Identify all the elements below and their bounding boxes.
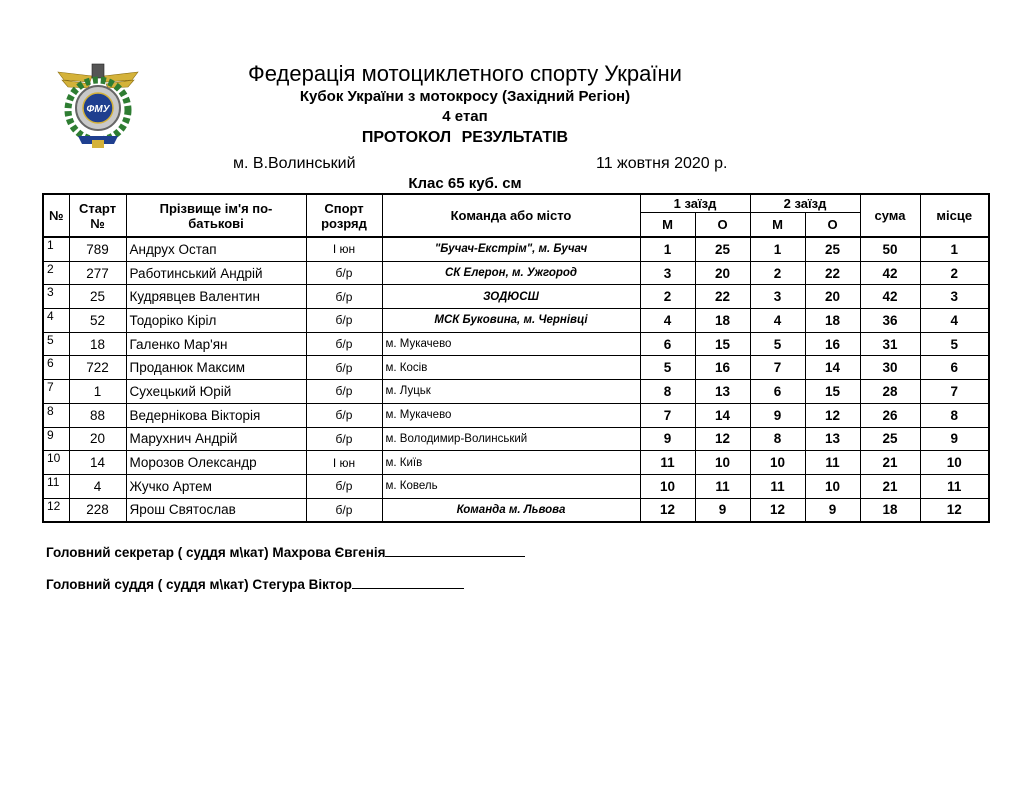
team-or-city: м. Мукачево [382,403,640,427]
final-place: 2 [920,261,989,285]
table-row [43,261,989,285]
rider-name: Кудрявцев Валентин [126,285,306,309]
sport-rank: б/р [306,427,382,451]
total-points: 42 [860,285,920,309]
final-place: 12 [920,498,989,522]
team-or-city: "Бучач-Екстрім", м. Бучач [382,237,640,261]
rider-name: Марухнич Андрій [126,427,306,451]
col-header-race2: 2 заїзд [750,194,860,213]
total-points: 36 [860,309,920,333]
race2-position: 8 [750,427,805,451]
race1-points: 10 [695,451,750,475]
team-or-city: м. Володимир-Волинський [382,427,640,451]
team-or-city: м. Луцьк [382,380,640,404]
race1-position: 2 [640,285,695,309]
table-row [43,309,989,333]
total-points: 28 [860,380,920,404]
final-place: 9 [920,427,989,451]
start-number: 4 [69,474,126,498]
race2-points: 11 [805,451,860,475]
race1-points: 15 [695,332,750,356]
event-place: м. В.Волинський [233,155,356,172]
race1-points: 13 [695,380,750,404]
sport-rank: б/р [306,332,382,356]
rider-name: Жучко Артем [126,474,306,498]
table-row [43,356,989,380]
race1-position: 3 [640,261,695,285]
signature-line [352,575,464,589]
row-number: 5 [43,332,69,356]
total-points: 25 [860,427,920,451]
team-or-city: Команда м. Львова [382,498,640,522]
table-row [43,237,989,261]
team-or-city: МСК Буковина, м. Чернівці [382,309,640,333]
row-number: 12 [43,498,69,522]
total-points: 18 [860,498,920,522]
sport-rank: І юн [306,237,382,261]
start-number: 25 [69,285,126,309]
sport-rank: І юн [306,451,382,475]
race2-points: 16 [805,332,860,356]
row-number: 6 [43,356,69,380]
chief-judge-line [46,575,464,592]
sport-rank: б/р [306,474,382,498]
chief-secretary-line [46,543,525,560]
team-or-city: м. Косів [382,356,640,380]
table-row [43,285,989,309]
final-place: 7 [920,380,989,404]
final-place: 6 [920,356,989,380]
federation-logo [54,60,142,150]
race1-position: 1 [640,237,695,261]
results-table [42,193,990,523]
row-number: 10 [43,451,69,475]
sport-rank: б/р [306,498,382,522]
race2-points: 25 [805,237,860,261]
table-row [43,427,989,451]
race1-points: 18 [695,309,750,333]
final-place: 3 [920,285,989,309]
race1-position: 8 [640,380,695,404]
page-title: Федерація мотоциклетного спорту України [248,61,682,86]
results-body [43,237,989,522]
table-row [43,474,989,498]
rider-name: Работинський Андрій [126,261,306,285]
race2-position: 4 [750,309,805,333]
race2-points: 9 [805,498,860,522]
race2-position: 12 [750,498,805,522]
race2-position: 7 [750,356,805,380]
start-number: 1 [69,380,126,404]
start-number: 52 [69,309,126,333]
race2-position: 5 [750,332,805,356]
sport-rank: б/р [306,309,382,333]
team-or-city: ЗОДЮСШ [382,285,640,309]
race1-points: 11 [695,474,750,498]
start-number: 277 [69,261,126,285]
start-number: 228 [69,498,126,522]
team-or-city: м. Київ [382,451,640,475]
race1-position: 10 [640,474,695,498]
row-number: 1 [43,237,69,261]
final-place: 10 [920,451,989,475]
sport-rank: б/р [306,285,382,309]
race1-position: 6 [640,332,695,356]
race1-position: 9 [640,427,695,451]
race2-position: 1 [750,237,805,261]
col-header-race2-m: М [750,213,805,238]
row-number: 9 [43,427,69,451]
col-header-race1: 1 заїзд [640,194,750,213]
signature-line [385,543,525,557]
race2-points: 12 [805,403,860,427]
final-place: 11 [920,474,989,498]
col-header-race1-m: М [640,213,695,238]
table-row [43,380,989,404]
race2-points: 10 [805,474,860,498]
total-points: 21 [860,474,920,498]
class-label: Клас 65 куб. см [408,175,522,192]
col-header-place: місце [920,194,989,237]
race1-points: 12 [695,427,750,451]
race2-points: 14 [805,356,860,380]
logo-crown [92,64,104,78]
race1-points: 14 [695,403,750,427]
final-place: 4 [920,309,989,333]
rider-name: Ведернікова Вікторія [126,403,306,427]
col-header-race2-o: О [805,213,860,238]
col-header-team: Команда або місто [382,194,640,237]
total-points: 30 [860,356,920,380]
table-row [43,451,989,475]
rider-name: Морозов Олександр [126,451,306,475]
race2-points: 13 [805,427,860,451]
col-header-start: Старт № [69,194,126,237]
row-number: 3 [43,285,69,309]
total-points: 21 [860,451,920,475]
table-row [43,332,989,356]
chief-secretary-text: Головний секретар ( суддя м\кат) Махрова Євгенія [46,545,386,560]
total-points: 42 [860,261,920,285]
start-number: 18 [69,332,126,356]
start-number: 88 [69,403,126,427]
event-date: 11 жовтня 2020 р. [596,155,728,172]
race2-points: 18 [805,309,860,333]
race1-points: 9 [695,498,750,522]
total-points: 31 [860,332,920,356]
col-header-rank: Спорт розряд [306,194,382,237]
col-header-race1-o: О [695,213,750,238]
col-header-sum: сума [860,194,920,237]
race2-position: 11 [750,474,805,498]
rider-name: Андрух Остап [126,237,306,261]
rider-name: Галенко Мар'ян [126,332,306,356]
sport-rank: б/р [306,380,382,404]
sport-rank: б/р [306,356,382,380]
rider-name: Ярош Святослав [126,498,306,522]
total-points: 50 [860,237,920,261]
race2-points: 15 [805,380,860,404]
chief-judge-text: Головний суддя ( суддя м\кат) Стегура Віктор [46,577,352,592]
race1-position: 12 [640,498,695,522]
race1-points: 16 [695,356,750,380]
final-place: 1 [920,237,989,261]
final-place: 5 [920,332,989,356]
table-row [43,498,989,522]
col-header-name: Прізвище ім'я по- батькові [126,194,306,237]
row-number: 11 [43,474,69,498]
team-or-city: м. Мукачево [382,332,640,356]
sport-rank: б/р [306,403,382,427]
start-number: 722 [69,356,126,380]
sport-rank: б/р [306,261,382,285]
start-number: 14 [69,451,126,475]
race2-points: 20 [805,285,860,309]
col-header-num: № [43,194,69,237]
row-number: 8 [43,403,69,427]
row-number: 4 [43,309,69,333]
total-points: 26 [860,403,920,427]
row-number: 2 [43,261,69,285]
race2-position: 9 [750,403,805,427]
cup-subtitle: Кубок України з мотокросу (Західний Регіон) [299,88,631,105]
team-or-city: м. Ковель [382,474,640,498]
start-number: 20 [69,427,126,451]
row-number: 7 [43,380,69,404]
logo-base [92,140,104,148]
race1-position: 4 [640,309,695,333]
table-row [43,403,989,427]
stage-label: 4 етап [442,108,488,125]
race2-position: 2 [750,261,805,285]
race1-points: 22 [695,285,750,309]
rider-name: Проданюк Максим [126,356,306,380]
race2-position: 6 [750,380,805,404]
protocol-heading: ПРОТОКОЛ РЕЗУЛЬТАТІВ [361,129,569,146]
race1-points: 20 [695,261,750,285]
race2-position: 10 [750,451,805,475]
race2-position: 3 [750,285,805,309]
race1-points: 25 [695,237,750,261]
race1-position: 5 [640,356,695,380]
team-or-city: СК Елерон, м. Ужгород [382,261,640,285]
race2-points: 22 [805,261,860,285]
race1-position: 11 [640,451,695,475]
rider-name: Тодоріко Кіріл [126,309,306,333]
final-place: 8 [920,403,989,427]
rider-name: Сухецький Юрій [126,380,306,404]
race1-position: 7 [640,403,695,427]
start-number: 789 [69,237,126,261]
logo-text: ФМУ [86,104,110,115]
